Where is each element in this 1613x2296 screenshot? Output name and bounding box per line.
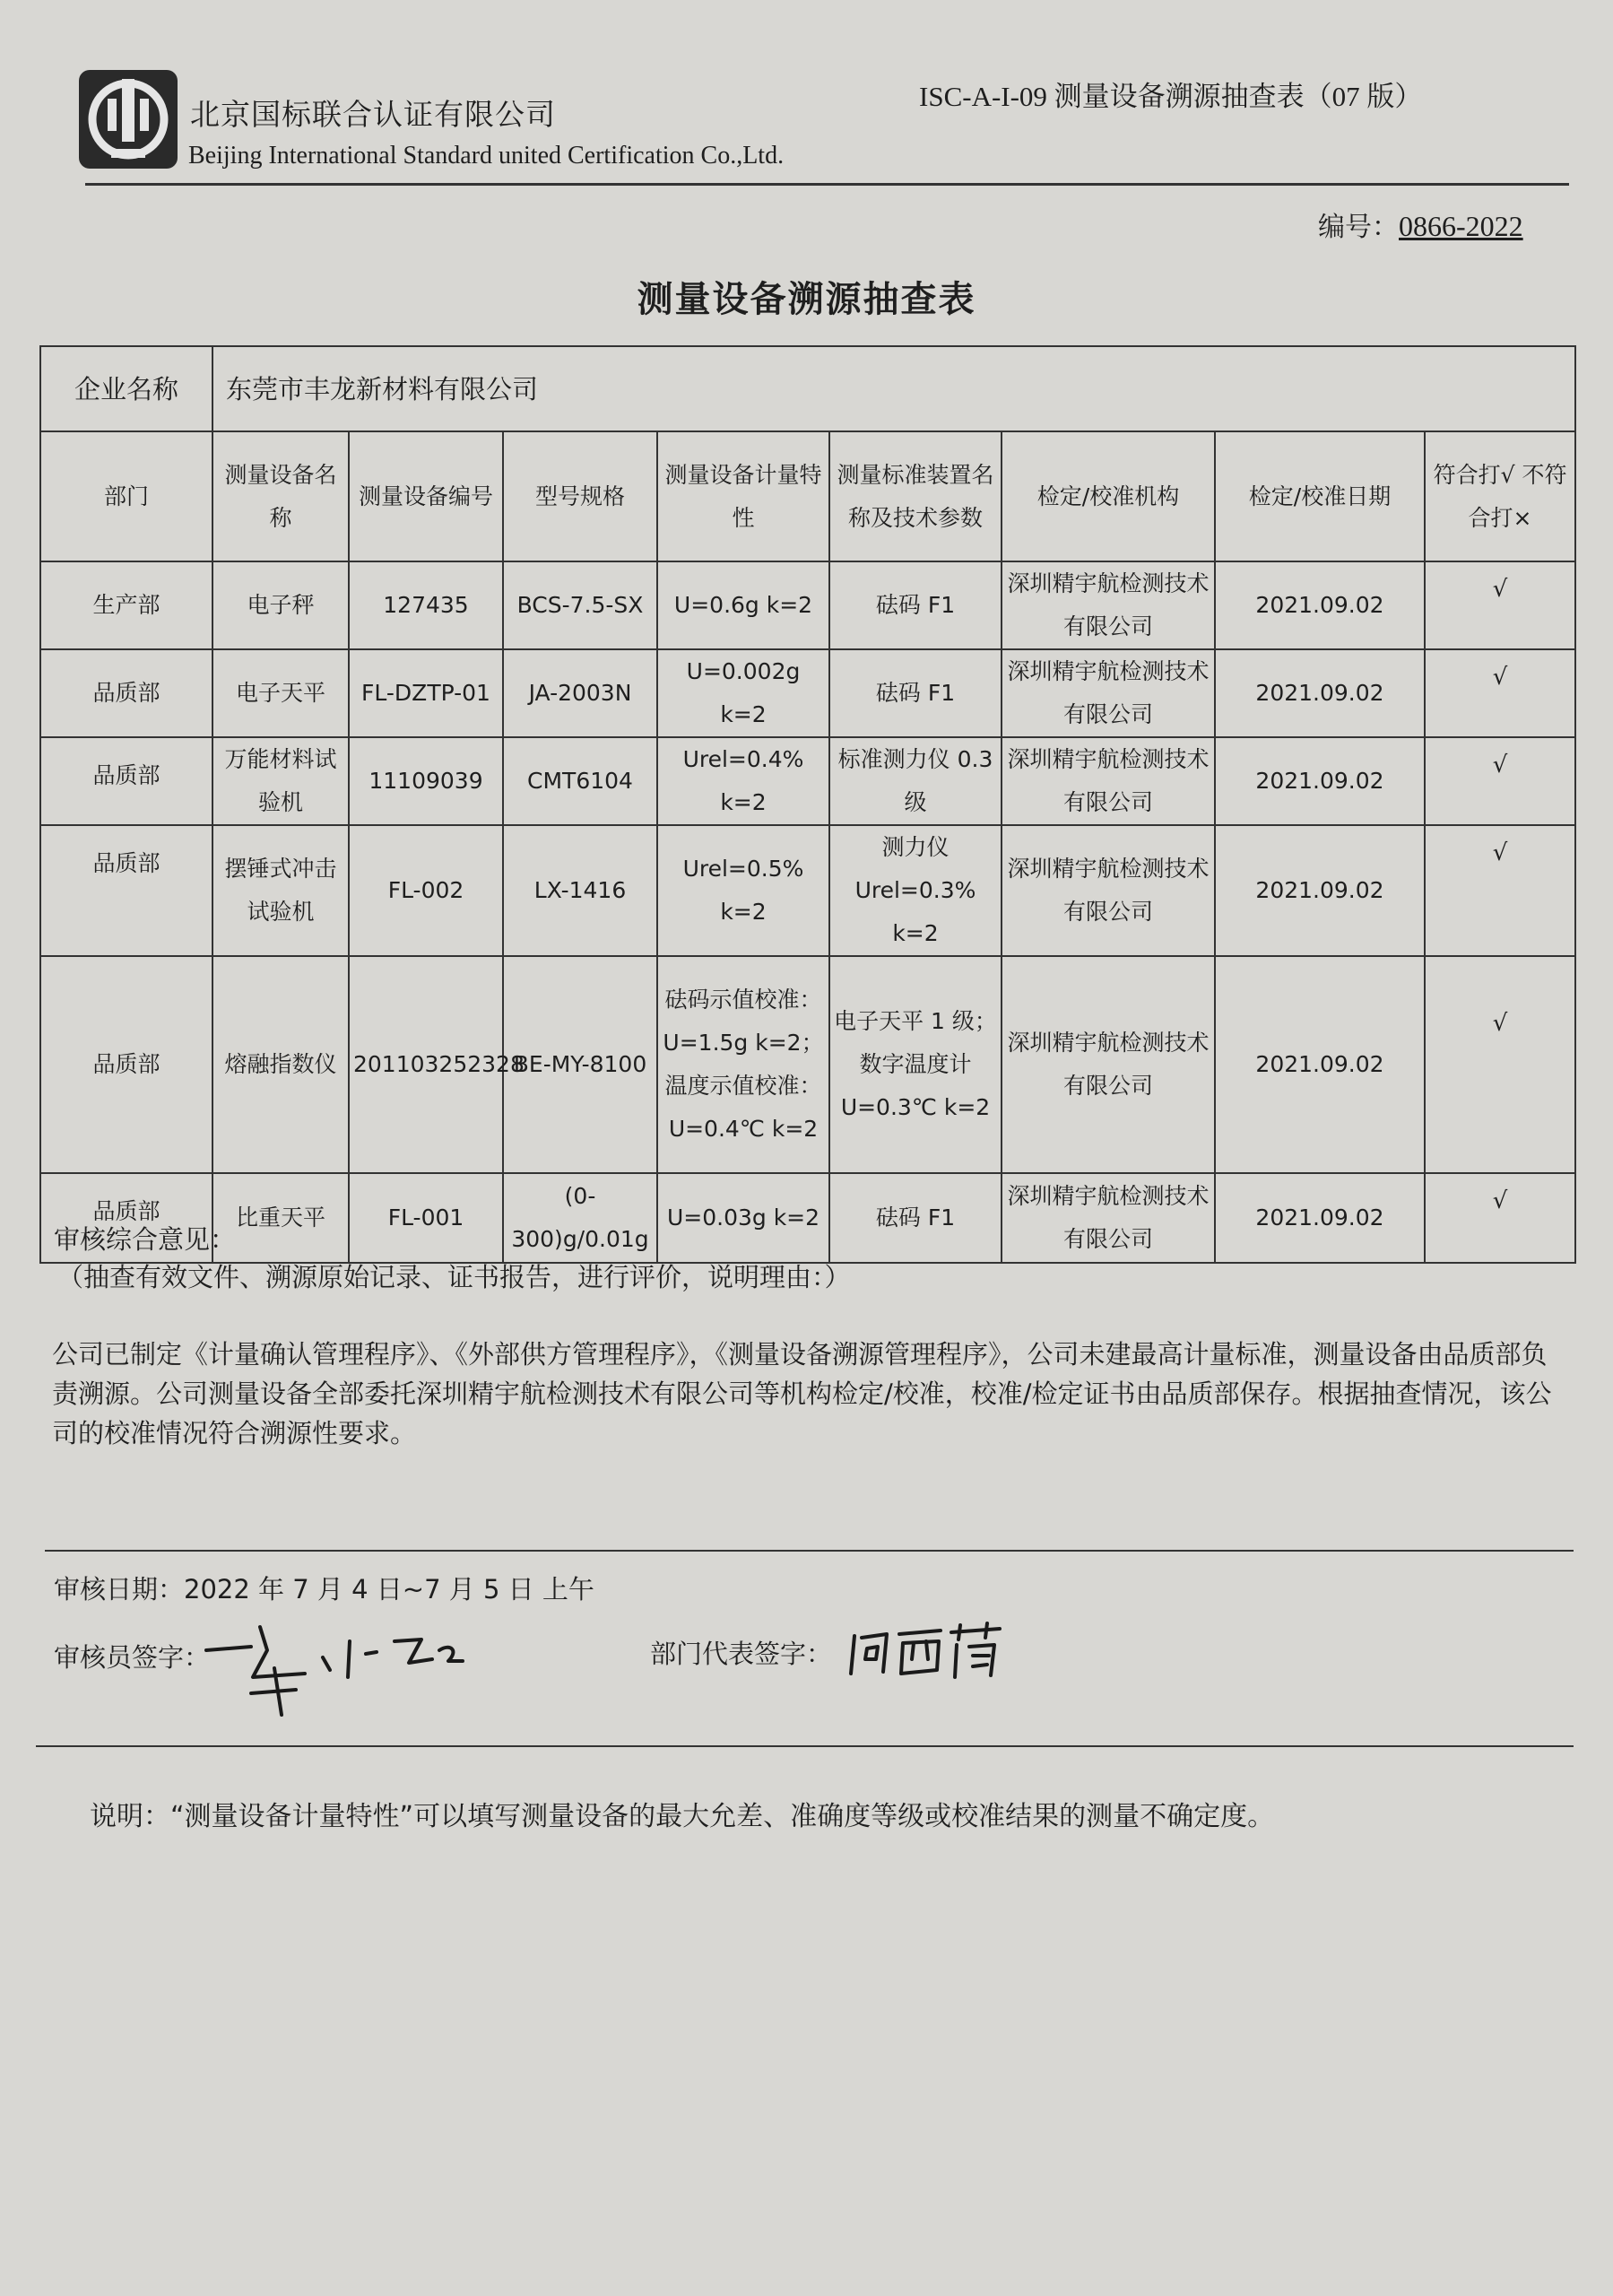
- opinion-body: 公司已制定《计量确认管理程序》、《外部供方管理程序》，《测量设备溯源管理程序》，公司未建最高计量标准，测量设备由品质部负责溯源。公司测量设备全部委托深圳精宇航检测技术有限公司等机构检定/校准，校准/检定证书由品质部保存。根据抽查情况，该公司的校准情况符合溯源性要求。: [52, 1339, 1552, 1448]
- department-rep-signature: [847, 1620, 1009, 1683]
- cell-date: 2021.09.02: [1215, 561, 1425, 649]
- table-header-row: [40, 431, 1575, 561]
- cell-number: 11109039: [349, 737, 503, 825]
- header-date: 检定/校准日期: [1215, 431, 1425, 561]
- table-row: [40, 1173, 1575, 1263]
- opinion-title: 审核综合意见：: [54, 1224, 237, 1255]
- cell-date: 2021.09.02: [1215, 825, 1425, 956]
- cell-dept: 品质部: [40, 956, 212, 1173]
- footnote: 说明：“测量设备计量特性”可以填写测量设备的最大允差、准确度等级或校准结果的测量不确定度。: [90, 1801, 1275, 1832]
- cell-characteristic: U=0.6g k=2: [657, 561, 829, 649]
- cell-result: √: [1425, 649, 1575, 737]
- cell-agency: 深圳精宇航检测技术有限公司: [1002, 956, 1215, 1173]
- table-row: [40, 649, 1575, 737]
- cell-dept: 品质部: [40, 825, 212, 956]
- cell-number: FL-DZTP-01: [349, 649, 503, 737]
- cell-model: CMT6104: [503, 737, 657, 825]
- cell-characteristic: U=0.002g k=2: [657, 649, 829, 737]
- cell-model: (0-300)g/0.01g: [503, 1173, 657, 1263]
- cell-dept: 品质部: [40, 1173, 212, 1263]
- isc-logo-icon: [75, 66, 181, 172]
- table-row: [40, 561, 1575, 649]
- auditor-signature-label: 审核员签字：: [54, 1642, 211, 1673]
- cell-model: LX-1416: [503, 825, 657, 956]
- cell-result: √: [1425, 956, 1575, 1173]
- header-model: 型号规格: [503, 431, 657, 561]
- cell-date: 2021.09.02: [1215, 649, 1425, 737]
- audit-date: 审核日期：2022 年 7 月 4 日~7 月 5 日 上午: [54, 1574, 594, 1605]
- doc-no-value: 0866-2022: [1399, 210, 1523, 242]
- cell-result: √: [1425, 561, 1575, 649]
- cell-model: BE-MY-8100: [503, 956, 657, 1173]
- cell-date: 2021.09.02: [1215, 737, 1425, 825]
- company-label: 企业名称: [40, 346, 212, 431]
- cell-number: FL-002: [349, 825, 503, 956]
- cell-number: 127435: [349, 561, 503, 649]
- opinion-hint: （抽查有效文件、溯源原始记录、证书报告，进行评价，说明理由：）: [57, 1262, 851, 1292]
- cell-model: BCS-7.5-SX: [503, 561, 657, 649]
- opinion-divider: [45, 1550, 1574, 1552]
- table-row: [40, 825, 1575, 956]
- cell-characteristic: Urel=0.5% k=2: [657, 825, 829, 956]
- form-title: 测量设备溯源抽查表: [637, 279, 976, 320]
- cell-result: √: [1425, 1173, 1575, 1263]
- auditor-signature: [197, 1614, 484, 1722]
- header-equipment-name: 测量设备名称: [212, 431, 349, 561]
- form-code: ISC-A-I-09 测量设备溯源抽查表（07 版）: [919, 81, 1423, 112]
- signature-divider: [36, 1745, 1574, 1747]
- cell-result: √: [1425, 737, 1575, 825]
- company-logo: [75, 66, 181, 172]
- cell-characteristic: Urel=0.4% k=2: [657, 737, 829, 825]
- document-number: [1318, 204, 1523, 244]
- cell-standard: 砝码 F1: [829, 649, 1002, 737]
- cell-model: JA-2003N: [503, 649, 657, 737]
- header-divider: [85, 183, 1569, 186]
- cell-number: 201103252328: [349, 956, 503, 1173]
- cell-dept: 品质部: [40, 649, 212, 737]
- department-rep-signature-label: 部门代表签字：: [650, 1639, 833, 1669]
- cell-result: √: [1425, 825, 1575, 956]
- cell-characteristic: U=0.03g k=2: [657, 1173, 829, 1263]
- header-result: 符合打√ 不符合打×: [1425, 431, 1575, 561]
- cell-date: 2021.09.02: [1215, 956, 1425, 1173]
- cell-agency: 深圳精宇航检测技术有限公司: [1002, 649, 1215, 737]
- cell-name: 电子秤: [212, 561, 349, 649]
- cell-agency: 深圳精宇航检测技术有限公司: [1002, 561, 1215, 649]
- cell-date: 2021.09.02: [1215, 1173, 1425, 1263]
- cell-number: FL-001: [349, 1173, 503, 1263]
- table-row: [40, 956, 1575, 1173]
- cell-standard: 砝码 F1: [829, 561, 1002, 649]
- org-name-en: Beijing International Standard united Certification Co.,Ltd.: [188, 142, 785, 170]
- cell-name: 万能材料试验机: [212, 737, 349, 825]
- cell-dept: 生产部: [40, 561, 212, 649]
- cell-agency: 深圳精宇航检测技术有限公司: [1002, 1173, 1215, 1263]
- cell-standard: 标准测力仪 0.3 级: [829, 737, 1002, 825]
- table-row: [40, 737, 1575, 825]
- header-equipment-number: 测量设备编号: [349, 431, 503, 561]
- cell-name: 摆锤式冲击试验机: [212, 825, 349, 956]
- company-value: 东莞市丰龙新材料有限公司: [212, 346, 1575, 431]
- cell-agency: 深圳精宇航检测技术有限公司: [1002, 825, 1215, 956]
- header-dept: 部门: [40, 431, 212, 561]
- cell-standard: 测力仪 Urel=0.3% k=2: [829, 825, 1002, 956]
- cell-agency: 深圳精宇航检测技术有限公司: [1002, 737, 1215, 825]
- header-standard: 测量标准装置名称及技术参数: [829, 431, 1002, 561]
- header-agency: 检定/校准机构: [1002, 431, 1215, 561]
- cell-standard: 电子天平 1 级；数字温度计 U=0.3℃ k=2: [829, 956, 1002, 1173]
- company-row: [40, 346, 1575, 431]
- cell-name: 电子天平: [212, 649, 349, 737]
- cell-standard: 砝码 F1: [829, 1173, 1002, 1263]
- doc-no-label: 编号：: [1318, 212, 1399, 243]
- cell-dept: 品质部: [40, 737, 212, 825]
- cell-characteristic: 砝码示值校准：U=1.5g k=2；温度示值校准：U=0.4℃ k=2: [657, 956, 829, 1173]
- org-name-cn: 北京国标联合认证有限公司: [190, 97, 556, 132]
- cell-name: 熔融指数仪: [212, 956, 349, 1173]
- header-characteristic: 测量设备计量特性: [657, 431, 829, 561]
- cell-name: 比重天平: [212, 1173, 349, 1263]
- equipment-table: [39, 345, 1576, 1264]
